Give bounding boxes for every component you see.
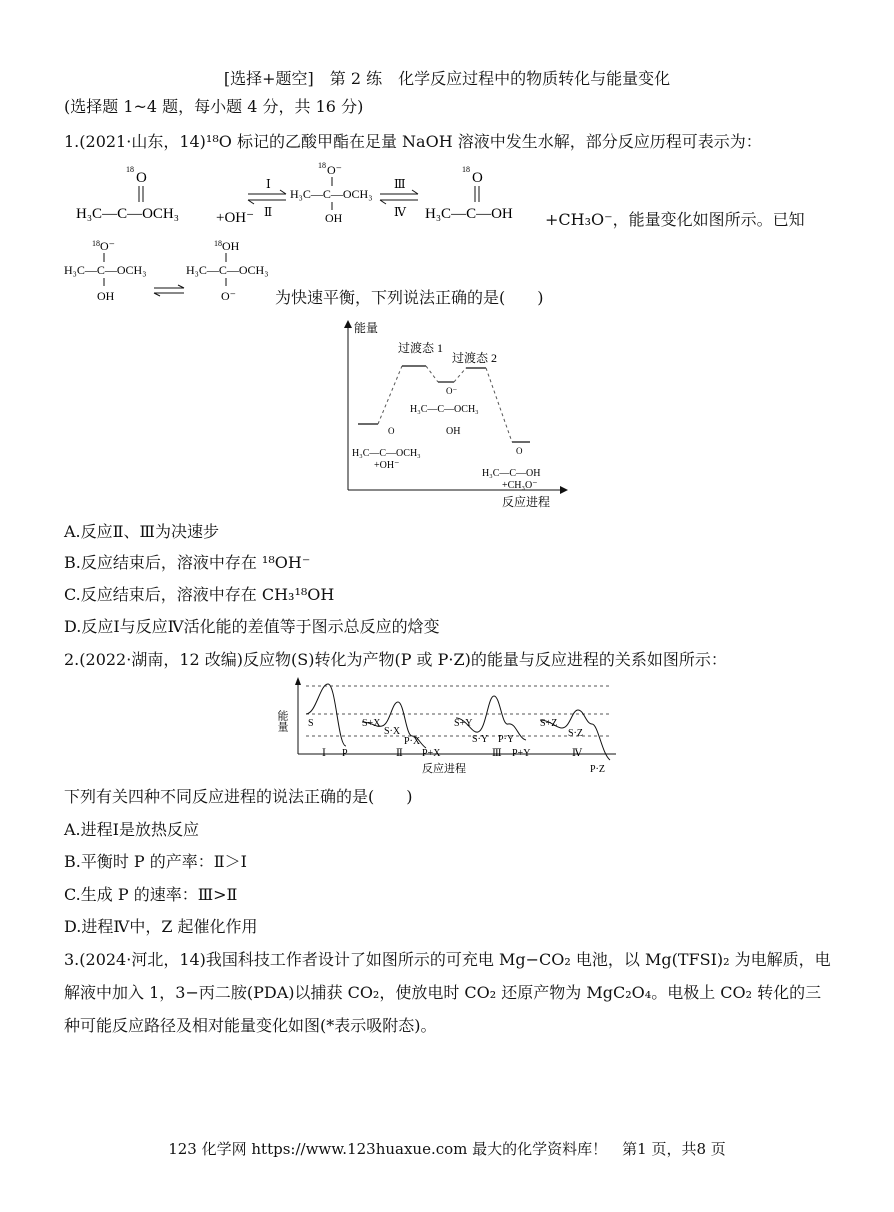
- q2-option-b: B.平衡时 P 的产率：Ⅱ＞Ⅰ: [64, 852, 247, 871]
- y-axis-label: 能量: [354, 321, 379, 335]
- svg-text:H₃C—C—OH: H₃C—C—OH: [425, 206, 513, 222]
- svg-text:O: O: [136, 170, 147, 186]
- svg-text:H₃C—C—OH: H₃C—C—OH: [482, 468, 541, 479]
- q2-option-d: D.进程Ⅳ中，Z 起催化作用: [64, 917, 258, 936]
- q1-stem: 1.(2021·山东，14)¹⁸O 标记的乙酸甲酯在足量 NaOH 溶液中发生水解，部分反应历程可表示为：: [64, 132, 762, 151]
- svg-text:18: 18: [126, 165, 134, 174]
- q1-oh-reactant: +OH⁻: [216, 210, 255, 226]
- q1-option-c: C.反应结束后，溶液中存在 CH₃¹⁸OH: [64, 585, 335, 604]
- page-footer: 123 化学网 https://www.123huaxue.com 最大的化学资料库！ 第1 页，共8 页: [168, 1140, 726, 1158]
- label-p: P: [342, 748, 348, 759]
- label-p-plus-y: P+Y: [512, 748, 531, 759]
- svg-text:18: 18: [462, 165, 470, 174]
- q3-line-3: 种可能反应路径及相对能量变化如图(*表示吸附态)。: [64, 1016, 437, 1035]
- svg-text:O: O: [516, 446, 523, 456]
- label-p-plus-x: P+X: [422, 748, 441, 759]
- roman-i: Ⅰ: [322, 748, 326, 759]
- q3-line-2: 解液中加入 1，3−丙二胺(PDA)以捕获 CO₂，使放电时 CO₂ 还原产物为 MgC₂O₄。电极上 CO₂ 转化的三: [64, 983, 822, 1002]
- q1-reaction-scheme: [70, 160, 590, 232]
- svg-text:H₃C—C—OCH₃: H₃C—C—OCH₃: [410, 404, 479, 415]
- svg-text:O⁻: O⁻: [100, 239, 115, 253]
- svg-text:18: 18: [92, 239, 100, 248]
- q2-option-c: C.生成 P 的速率：Ⅲ>Ⅱ: [64, 885, 238, 904]
- roman-iii: Ⅲ: [492, 748, 502, 759]
- q1-eq-tail2: 为快速平衡，下列说法正确的是( ): [275, 288, 544, 307]
- step-iii-label: Ⅲ: [394, 177, 406, 191]
- svg-text:OH: OH: [222, 239, 240, 253]
- svg-text:18: 18: [318, 161, 326, 170]
- svg-text:18: 18: [214, 239, 222, 248]
- label-s: S: [308, 718, 314, 729]
- svg-text:+OH⁻: +OH⁻: [374, 460, 400, 471]
- label-s-dot-y: S·Y: [472, 734, 489, 745]
- step-ii-label: Ⅱ: [264, 205, 273, 219]
- label-s-plus-y: S+Y: [454, 718, 473, 729]
- roman-iv: Ⅳ: [572, 748, 582, 759]
- x-axis-label: 反应进程: [422, 763, 466, 774]
- roman-ii: Ⅱ: [396, 748, 403, 759]
- q1-eq-tail: +CH₃O⁻，能量变化如图所示。已知: [545, 210, 805, 229]
- svg-text:+CH₃O⁻: +CH₃O⁻: [502, 480, 538, 491]
- ts2-label: 过渡态 2: [452, 351, 498, 365]
- y-axis-label: 能量: [276, 710, 288, 732]
- svg-text:H₃C—C—OCH₃: H₃C—C—OCH₃: [76, 206, 179, 222]
- svg-text:OH: OH: [446, 426, 461, 437]
- svg-text:H₃C—C—OCH₃: H₃C—C—OCH₃: [352, 448, 421, 459]
- svg-text:O⁻: O⁻: [446, 386, 458, 396]
- q2-stem: 2.(2022·湖南，12 改编)反应物(S)转化为产物(P 或 P·Z)的能量与反应进程的关系如图所示：: [64, 650, 727, 669]
- label-p-dot-z: P·Z: [590, 764, 605, 774]
- step-i-label: Ⅰ: [266, 177, 271, 191]
- svg-text:H₃C—C—OCH₃: H₃C—C—OCH₃: [290, 187, 373, 201]
- label-s-dot-z: S·Z: [568, 728, 583, 739]
- label-s-plus-x: S+X: [362, 718, 381, 729]
- label-s-plus-z: S+Z: [540, 718, 558, 729]
- svg-text:H₃C—C—OCH₃: H₃C—C—OCH₃: [186, 263, 269, 277]
- svg-text:OH: OH: [97, 289, 115, 303]
- q1-fast-equilibrium: [64, 236, 294, 306]
- page-title: [选择+题空] 第 2 练 化学反应过程中的物质转化与能量变化: [223, 69, 671, 88]
- svg-text:O: O: [472, 170, 483, 186]
- q1-option-d: D.反应Ⅰ与反应Ⅳ活化能的差值等于图示总反应的焓变: [64, 617, 440, 636]
- svg-text:O⁻: O⁻: [221, 289, 236, 303]
- q3-line-1: 3.(2024·河北，14)我国科技工作者设计了如图所示的可充电 Mg−CO₂ 电池，以 Mg(TFSI)₂ 为电解质，电: [64, 950, 831, 969]
- label-p-dot-x: P·X: [404, 736, 421, 747]
- x-axis-label: 反应进程: [502, 495, 551, 509]
- ts1-label: 过渡态 1: [398, 341, 444, 355]
- step-iv-label: Ⅳ: [394, 205, 406, 219]
- svg-text:OH: OH: [325, 211, 343, 225]
- q2-option-a: A.进程Ⅰ是放热反应: [64, 820, 199, 839]
- svg-text:O⁻: O⁻: [327, 163, 342, 177]
- q1-energy-diagram: [330, 318, 570, 514]
- q2-energy-diagram: [276, 676, 622, 774]
- q1-option-b: B.反应结束后，溶液中存在 ¹⁸OH⁻: [64, 553, 311, 572]
- q2-question: 下列有关四种不同反应进程的说法正确的是( ): [64, 787, 413, 806]
- section-note: (选择题 1~4 题，每小题 4 分，共 16 分): [64, 97, 364, 116]
- q1-option-a: A.反应Ⅱ、Ⅲ为决速步: [64, 522, 219, 541]
- svg-text:O: O: [388, 426, 395, 436]
- svg-text:H₃C—C—OCH₃: H₃C—C—OCH₃: [64, 263, 147, 277]
- label-s-dot-x: S·X: [384, 726, 401, 737]
- label-p-dot-y: P·Y: [498, 734, 515, 745]
